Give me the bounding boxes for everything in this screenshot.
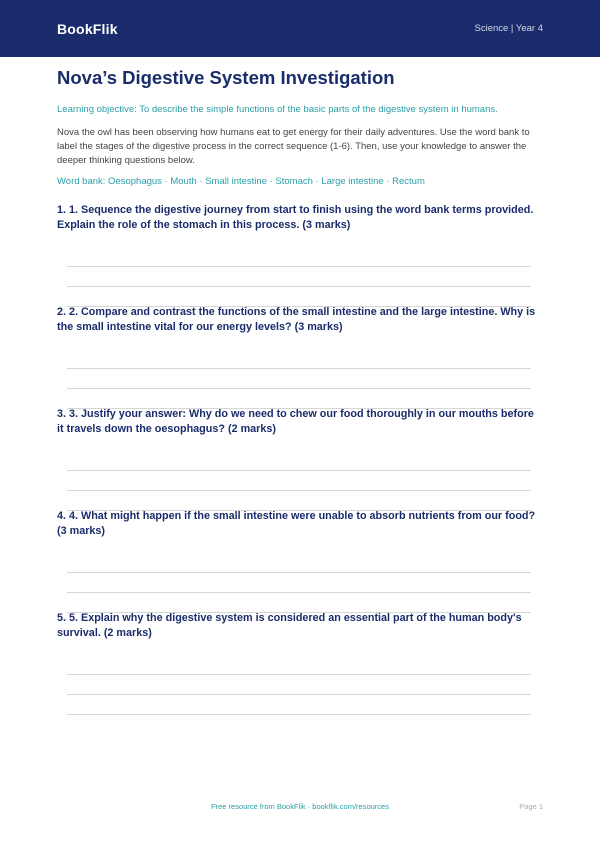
answer-line[interactable]: [67, 714, 531, 715]
answer-line[interactable]: [67, 674, 531, 675]
answer-line[interactable]: [67, 572, 531, 573]
question-text: 3. 3. Justify your answer: Why do we need to chew our food thoroughly in our mouths before it travels down the oesophagus? (2 marks): [57, 408, 534, 435]
question-text: 4. 4. What might happen if the small intestine were unable to absorb nutrients from our food? (3 marks): [57, 510, 536, 537]
answer-line[interactable]: [67, 470, 531, 471]
answer-line[interactable]: [67, 592, 531, 593]
brand-logo[interactable]: BookFlik: [57, 20, 118, 37]
learning-objective: Learning objective: To describe the simple functions of the basic parts of the digestive system in humans.: [57, 104, 498, 115]
answer-line[interactable]: [67, 368, 531, 369]
page-title: Nova’s Digestive System Investigation: [57, 67, 395, 88]
answer-line[interactable]: [67, 694, 531, 695]
worksheet-intro: [57, 62, 543, 188]
page-header: [0, 0, 600, 57]
page-footer: [0, 800, 600, 814]
page-number: Page 1: [519, 802, 543, 811]
question-text: 1. 1. Sequence the digestive journey from start to finish using the word bank terms provided. Explain the role of the stomach in this process. (3 marks): [57, 204, 534, 231]
question-5: [57, 611, 543, 641]
subject-year-label: Science | Year 4: [474, 23, 543, 34]
question-1: [57, 203, 543, 233]
question-text: 5. 5. Explain why the digestive system is considered an essential part of the human body's survival. (2 marks): [57, 612, 522, 639]
answer-line[interactable]: [67, 388, 531, 389]
footer-link[interactable]: Free resource from BookFlik · bookflik.com/resources: [211, 802, 389, 811]
word-bank: Word bank: Oesophagus · Mouth · Small intestine · Stomach · Large intestine · Rectum: [57, 176, 425, 187]
answer-line[interactable]: [67, 266, 531, 267]
question-2: [57, 305, 543, 335]
question-3: [57, 407, 543, 437]
intro-paragraph: Nova the owl has been observing how humans eat to get energy for their daily adventures. Use the word bank to label the stages of the digestive process in the correct sequence (1-6). Then, use your knowledge to answer the deeper thinking questions below.: [57, 127, 530, 166]
question-text: 2. 2. Compare and contrast the functions of the small intestine and the large intestine. Why is the small intestine vital for our energy levels? (3 marks): [57, 306, 536, 333]
answer-line[interactable]: [67, 490, 531, 491]
answer-line[interactable]: [67, 286, 531, 287]
question-4: [57, 509, 543, 539]
